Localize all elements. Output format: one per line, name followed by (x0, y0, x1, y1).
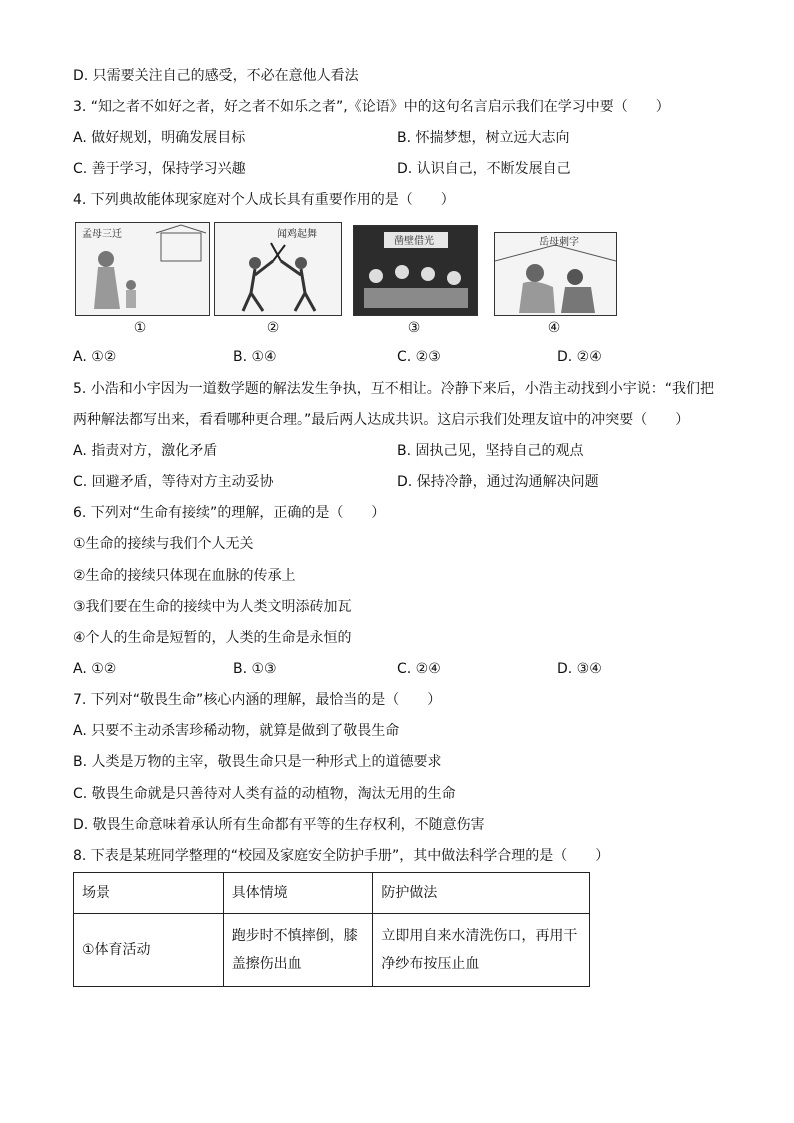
q2-option-d: D. 只需要关注自己的感受，不必在意他人看法 (73, 68, 359, 84)
q4-option-b: B. ①④ (233, 349, 277, 365)
q7-option-c: C. 敬畏生命就是只善待对人类有益的动植物，淘汰无用的生命 (73, 786, 456, 802)
question-7: 7. 下列对“敬畏生命”核心内涵的理解，最恰当的是（ ） (73, 692, 442, 708)
picture-wenji-qiwu (214, 222, 342, 316)
q6-option-a: A. ①② (73, 661, 117, 677)
q3-option-a: A. 做好规划，明确发展目标 (73, 130, 246, 146)
q3-option-d: D. 认识自己，不断发展自己 (397, 161, 571, 177)
picture-3-label: ③ (407, 320, 421, 336)
table-row (74, 914, 590, 987)
picture-2-label: ② (266, 320, 280, 336)
q6-option-b: B. ①③ (233, 661, 277, 677)
practice-line-1: 立即用自来水清洗伤口，再用干 (381, 928, 578, 944)
question-5-line-1: 5. 小浩和小宇因为一道数学题的解法发生争执，互不相让。冷静下来后，小浩主动找到小宇说：“我们把 (73, 381, 715, 397)
safety-table (73, 872, 590, 987)
picture-yuemu-cizi (494, 232, 617, 316)
situation-line-1: 跑步时不慎摔倒，膝 (231, 928, 358, 944)
table-header-practice: 防护做法 (373, 873, 590, 914)
q3-option-b: B. 怀揣梦想，树立远大志向 (397, 130, 570, 146)
picture-1-caption: 孟母三迁 (82, 229, 122, 240)
picture-1-label: ① (133, 320, 147, 336)
q4-option-a: A. ①② (73, 349, 117, 365)
picture-2-caption: 闻鸡起舞 (277, 229, 317, 240)
q4-option-c: C. ②③ (397, 349, 441, 365)
picture-mengmu-sanqian (75, 222, 210, 316)
q6-statement-3: ③我们要在生命的接续中为人类文明添砖加瓦 (73, 599, 352, 615)
q6-option-c: C. ②④ (397, 661, 441, 677)
question-8: 8. 下表是某班同学整理的“校园及家庭安全防护手册”，其中做法科学合理的是（ ） (73, 848, 610, 864)
q6-option-d: D. ③④ (557, 661, 602, 677)
q5-option-b: B. 固执己见，坚持自己的观点 (397, 443, 584, 459)
question-3: 3. “知之者不如好之者，好之者不如乐之者”,《论语》中的这句名言启示我们在学习中要（ ） (73, 99, 670, 115)
q5-option-c: C. 回避矛盾，等待对方主动妥协 (73, 474, 274, 490)
q5-option-a: A. 指责对方，激化矛盾 (73, 443, 218, 459)
q5-option-d: D. 保持冷静，通过沟通解决问题 (397, 474, 599, 490)
q3-option-c: C. 善于学习，保持学习兴趣 (73, 161, 246, 177)
q7-option-a: A. 只要不主动杀害珍稀动物，就算是做到了敬畏生命 (73, 723, 400, 739)
table-cell-scene: ①体育活动 (74, 914, 224, 987)
q6-statement-2: ②生命的接续只体现在血脉的传承上 (73, 568, 296, 584)
situation-line-2: 盖擦伤出血 (231, 956, 302, 972)
q6-statement-4: ④个人的生命是短暂的，人类的生命是永恒的 (73, 630, 352, 646)
table-header-situation: 具体情境 (223, 873, 373, 914)
q6-statement-1: ①生命的接续与我们个人无关 (73, 536, 254, 552)
q4-option-d: D. ②④ (557, 349, 602, 365)
picture-3-caption: 凿壁借光 (394, 236, 434, 247)
table-header-scene: 场景 (74, 873, 224, 914)
table-cell-situation (223, 914, 373, 987)
q7-option-d: D. 敬畏生命意味着承认所有生命都有平等的生存权利，不随意伤害 (73, 817, 485, 833)
picture-4-label: ④ (547, 320, 561, 336)
q7-option-b: B. 人类是万物的主宰，敬畏生命只是一种形式上的道德要求 (73, 754, 442, 770)
question-5-line-2: 两种解法都写出来，看看哪种更合理。”最后两人达成共识。这启示我们处理友谊中的冲突要（ ） (73, 412, 690, 428)
question-6: 6. 下列对“生命有接续”的理解，正确的是（ ） (73, 505, 386, 521)
question-4: 4. 下列典故能体现家庭对个人成长具有重要作用的是（ ） (73, 192, 455, 208)
table-header-row (74, 873, 590, 914)
table-cell-practice (373, 914, 590, 987)
picture-4-caption: 岳母刺字 (539, 237, 579, 248)
practice-line-2: 净纱布按压止血 (381, 956, 480, 972)
picture-zaobi-jieguang (353, 225, 478, 316)
